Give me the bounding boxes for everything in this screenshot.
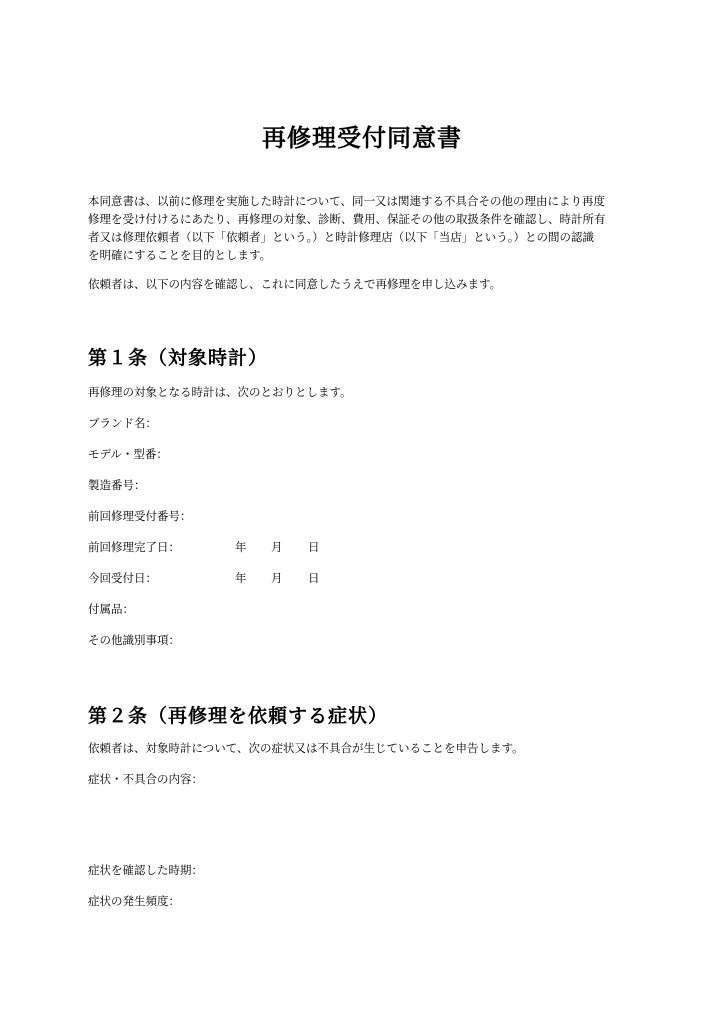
field-prev-receipt-no: 前回修理受付番号： — [88, 509, 192, 523]
month-label: 月 — [271, 540, 283, 554]
day-label: 日 — [308, 540, 320, 554]
intro-line: を明確にすることを目的とします。 — [88, 248, 272, 262]
field-symptom-content: 症状・不具合の内容： — [88, 772, 203, 786]
intro-line: 者又は修理依頼者（以下「依頼者」という。）と時計修理店（以下「当店」という。）との間の認識 — [88, 230, 594, 244]
field-symptom-frequency: 症状の発生頻度： — [88, 894, 180, 908]
article2-heading: 第２条（再修理を依頼する症状） — [88, 705, 389, 727]
month-label: 月 — [271, 571, 283, 585]
year-label: 年 — [235, 571, 247, 585]
intro-line: 本同意書は、以前に修理を実施した時計について、同一又は関連する不具合その他の理由により再度 — [88, 194, 606, 208]
field-this-receipt-date: 今回受付日： — [88, 571, 157, 585]
consent-paragraph: 依頼者は、以下の内容を確認し、これに同意したうえで再修理を申し込みます。 — [88, 277, 502, 291]
intro-paragraph — [88, 192, 644, 264]
field-accessories: 付属品： — [88, 602, 134, 616]
field-prev-completion-date: 前回修理完了日： — [88, 540, 180, 554]
field-other-identifiers: その他識別事項： — [88, 633, 180, 647]
year-label: 年 — [235, 540, 247, 554]
article2-lead: 依頼者は、対象時計について、次の症状又は不具合が生じていることを申告します。 — [88, 741, 524, 755]
field-model: モデル・型番： — [88, 447, 168, 461]
day-label: 日 — [308, 571, 320, 585]
field-symptom-when: 症状を確認した時期： — [88, 863, 203, 877]
intro-line: 修理を受け付けるにあたり、再修理の対象、診断、費用、保証その他の取扱条件を確認し、時計所有 — [88, 212, 606, 226]
article1-lead: 再修理の対象となる時計は、次のとおりとします。 — [88, 385, 352, 399]
field-brand: ブランド名： — [88, 416, 157, 430]
field-serial: 製造番号： — [88, 478, 146, 492]
article1-heading: 第１条（対象時計） — [88, 347, 269, 369]
document-title: 再修理受付同意書 — [262, 124, 462, 152]
